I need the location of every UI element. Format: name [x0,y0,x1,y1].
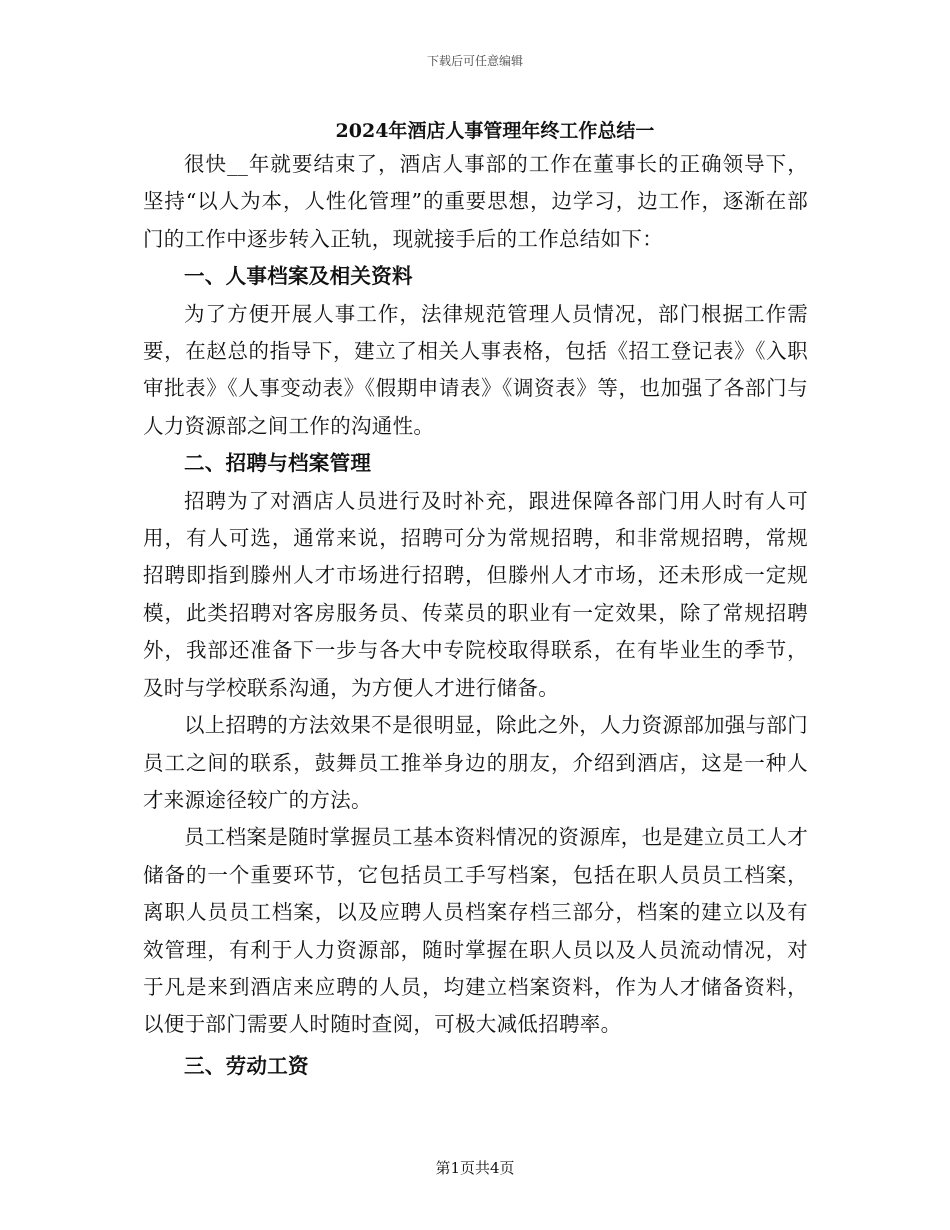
body-paragraph: 员工档案是随时掌握员工基本资料情况的资源库，也是建立员工人才储备的一个重要环节，它包括员工手写档案，包括在职人员员工档案，离职人员员工档案，以及应聘人员档案存档三部分，档案的建立以及有效管理，有利于人力资源部，随时掌握在职人员以及人员流动情况，对于凡是来到酒店来应聘的人员，均建立档案资料，作为人才储备资料，以便于部门需要人时随时查阅，可极大减低招聘率。 [143,825,808,1037]
section-heading: 三、劳动工资 [184,1053,309,1078]
page-header-note: 下载后可任意编辑 [426,54,523,68]
section-heading: 二、招聘与档案管理 [184,451,372,476]
document-body [143,146,808,1085]
page-number: 第1页共4页 [435,1159,515,1177]
section-heading: 一、人事档案及相关资料 [184,264,413,289]
document-title: 2024年酒店人事管理年终工作总结一 [335,120,655,142]
body-paragraph: 为了方便开展人事工作，法律规范管理人员情况，部门根据工作需要，在赵总的指导下，建立了相关人事表格，包括《招工登记表》《入职审批表》《人事变动表》《假期申请表》《调资表》等，也加强了各部门与人力资源部之间工作的沟通性。 [143,301,808,438]
body-paragraph: 招聘为了对酒店人员进行及时补充，跟进保障各部门用人时有人可用，有人可选，通常来说，招聘可分为常规招聘，和非常规招聘，常规招聘即指到滕州人才市场进行招聘，但滕州人才市场，还未形成一定规模，此类招聘对客房服务员、传菜员的职业有一定效果，除了常规招聘外，我部还准备下一步与各大中专院校取得联系，在有毕业生的季节，及时与学校联系沟通，为方便人才进行储备。 [143,488,808,700]
intro-paragraph: 很快__年就要结束了，酒店人事部的工作在董事长的正确领导下，坚持“以人为本，人性化管理”的重要思想，边学习，边工作，逐渐在部门的工作中逐步转入正轨，现就接手后的工作总结如下： [143,152,808,251]
body-paragraph: 以上招聘的方法效果不是很明显，除此之外，人力资源部加强与部门员工之间的联系，鼓舞员工推举身边的朋友，介绍到酒店，这是一种人才来源途径较广的方法。 [143,713,808,812]
